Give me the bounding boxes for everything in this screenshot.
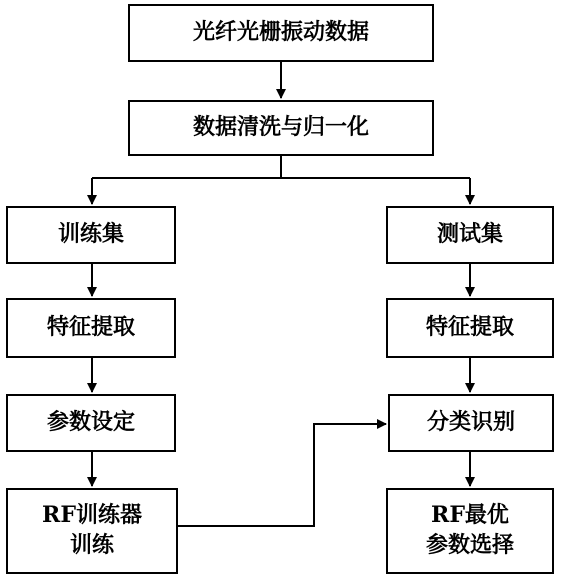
node-rf-training: RF训练器 训练 bbox=[6, 488, 178, 574]
node-feature-extract-train: 特征提取 bbox=[6, 298, 176, 358]
node-clean-normalize: 数据清洗与归一化 bbox=[128, 100, 434, 156]
node-feature-extract-test: 特征提取 bbox=[386, 298, 554, 358]
node-test-set: 测试集 bbox=[386, 206, 554, 264]
node-fbg-vibration-data: 光纤光栅振动数据 bbox=[128, 4, 434, 62]
node-classification: 分类识别 bbox=[388, 394, 554, 452]
node-rf-best-param: RF最优 参数选择 bbox=[386, 488, 554, 574]
node-train-set: 训练集 bbox=[6, 206, 176, 264]
node-param-setting: 参数设定 bbox=[6, 394, 176, 452]
arrow-rf-to-classify bbox=[177, 424, 386, 526]
